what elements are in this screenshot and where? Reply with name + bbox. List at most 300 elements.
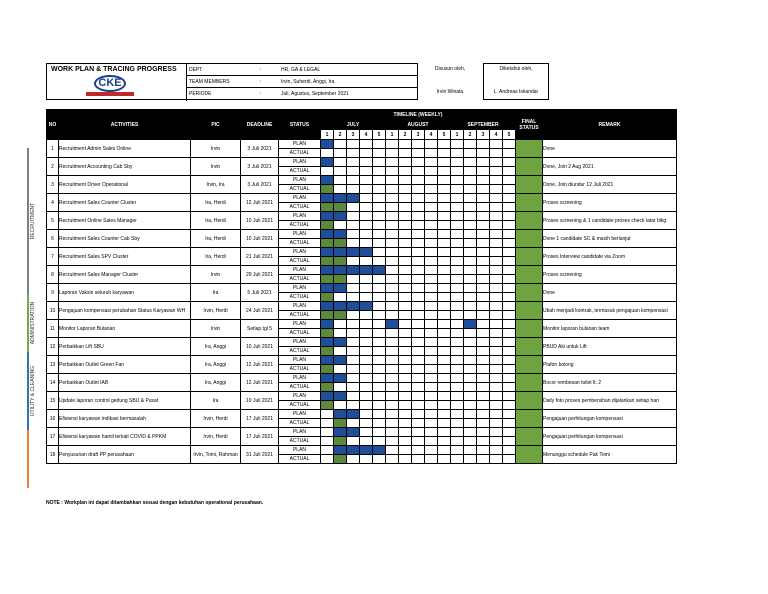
plan-week-cell [503,302,516,311]
actual-week-cell [347,239,360,248]
plan-week-cell [477,356,490,365]
actual-week-cell [321,203,334,212]
actual-week-cell [451,329,464,338]
plan-week-cell [386,248,399,257]
plan-week-cell [503,176,516,185]
plan-week-cell [360,410,373,419]
prepared-name: Irvin Winata [436,89,464,95]
actual-week-cell [412,185,425,194]
pic-cell: Ira, Anggi [191,338,241,356]
plan-week-cell [360,302,373,311]
activity-cell: Recruitment Sales Counter Cluster [59,194,191,212]
plan-week-cell [438,248,451,257]
actual-week-cell [451,455,464,464]
actual-week-cell [373,293,386,302]
actual-week-cell [503,365,516,374]
row-no: 4 [47,194,59,212]
actual-week-cell [412,347,425,356]
plan-week-cell [347,446,360,455]
plan-week-cell [490,248,503,257]
plan-week-cell [347,158,360,167]
status-plan: PLAN [279,284,321,293]
plan-week-cell [321,446,334,455]
plan-week-cell [347,176,360,185]
plan-week-cell [438,194,451,203]
actual-week-cell [477,365,490,374]
plan-week-cell [347,356,360,365]
actual-week-cell [464,419,477,428]
plan-week-cell [438,212,451,221]
week-9: 4 [425,130,438,140]
status-plan: PLAN [279,410,321,419]
actual-week-cell [386,293,399,302]
row-no: 8 [47,266,59,284]
actual-week-cell [347,203,360,212]
plan-week-cell [360,266,373,275]
actual-week-cell [360,311,373,320]
actual-week-cell [438,365,451,374]
plan-week-cell [425,320,438,329]
actual-week-cell [490,167,503,176]
plan-week-cell [373,320,386,329]
remark-cell: Done, Join diundur 12 Juli 2021 [543,176,677,194]
status-actual: ACTUAL [279,437,321,446]
plan-week-cell [464,194,477,203]
actual-week-cell [347,419,360,428]
deadline-cell: 10 Juli 2021 [241,230,279,248]
actual-week-cell [347,275,360,284]
pic-cell: Irvin [191,140,241,158]
table-row [47,374,677,383]
plan-week-cell [347,374,360,383]
plan-week-cell [438,140,451,149]
status-actual: ACTUAL [279,275,321,284]
actual-week-cell [360,437,373,446]
actual-week-cell [412,329,425,338]
actual-week-cell [503,275,516,284]
status-plan: PLAN [279,446,321,455]
actual-week-cell [347,149,360,158]
actual-week-cell [451,419,464,428]
actual-week-cell [334,329,347,338]
activity-cell: Recruitment Online Sales Manager [59,212,191,230]
remark-cell: Monitor laporan bulanan team [543,320,677,338]
row-no: 15 [47,392,59,410]
month-july: JULY [321,120,386,130]
actual-week-cell [386,455,399,464]
status-plan: PLAN [279,302,321,311]
actual-week-cell [386,383,399,392]
status-actual: ACTUAL [279,293,321,302]
actual-week-cell [425,239,438,248]
actual-week-cell [412,455,425,464]
actual-week-cell [360,167,373,176]
actual-week-cell [321,455,334,464]
table-row [47,302,677,311]
actual-week-cell [334,257,347,266]
final-status-cell [516,392,543,410]
plan-week-cell [321,248,334,257]
plan-week-cell [438,230,451,239]
plan-week-cell [386,176,399,185]
row-no: 9 [47,284,59,302]
activity-cell: Recruitment Driver Operational [59,176,191,194]
actual-week-cell [477,383,490,392]
pic-cell: Irvin [191,158,241,176]
actual-week-cell [399,149,412,158]
pic-cell: Irvin [191,266,241,284]
plan-week-cell [425,410,438,419]
plan-week-cell [386,428,399,437]
actual-week-cell [464,149,477,158]
actual-week-cell [373,347,386,356]
prepared-label: Disusun oleh, [434,66,466,72]
actual-week-cell [503,221,516,230]
pic-cell: Ira [191,284,241,302]
week-6: 1 [386,130,399,140]
pic-cell: Irvin, Herdi [191,302,241,320]
activity-cell: Recruitment Accounting Cab Sby [59,158,191,176]
plan-week-cell [360,248,373,257]
actual-week-cell [386,149,399,158]
status-plan: PLAN [279,248,321,257]
plan-week-cell [321,392,334,401]
actual-week-cell [464,365,477,374]
actual-week-cell [334,167,347,176]
col-no: NO [47,110,59,140]
plan-week-cell [425,212,438,221]
actual-week-cell [438,347,451,356]
remark-cell: Done 1 candidate SC & masih berlanjut [543,230,677,248]
remark-cell: Daily foto proses pembersihan dijalankan setiap hari [543,392,677,410]
dept-sep: : [260,67,262,73]
plan-week-cell [399,320,412,329]
month-august: AUGUST [386,120,451,130]
plan-week-cell [360,194,373,203]
plan-week-cell [360,446,373,455]
plan-week-cell [373,392,386,401]
status-actual: ACTUAL [279,149,321,158]
remark-cell: Proses Interview candidate via Zoom [543,248,677,266]
actual-week-cell [321,401,334,410]
plan-week-cell [347,284,360,293]
plan-week-cell [373,284,386,293]
section-hr [27,430,39,488]
plan-week-cell [399,212,412,221]
row-no: 12 [47,338,59,356]
actual-week-cell [438,221,451,230]
final-status-cell [516,212,543,230]
actual-week-cell [490,437,503,446]
plan-week-cell [321,410,334,419]
known-name: L. Andreas Iskandar [493,89,539,95]
actual-week-cell [347,347,360,356]
plan-week-cell [373,356,386,365]
status-actual: ACTUAL [279,185,321,194]
plan-week-cell [425,374,438,383]
plan-week-cell [464,158,477,167]
row-no: 16 [47,410,59,428]
plan-week-cell [412,338,425,347]
actual-week-cell [451,221,464,230]
actual-week-cell [503,167,516,176]
week-2: 2 [334,130,347,140]
actual-week-cell [347,437,360,446]
plan-week-cell [503,230,516,239]
team-value: Irvin, Suherdi, Anggi, Ira [281,79,335,85]
plan-week-cell [412,248,425,257]
plan-week-cell [347,392,360,401]
actual-week-cell [438,329,451,338]
section-label: RECRUITMENT [30,202,37,240]
plan-week-cell [399,428,412,437]
actual-week-cell [386,239,399,248]
table-row [47,410,677,419]
plan-week-cell [477,248,490,257]
actual-week-cell [399,419,412,428]
status-actual: ACTUAL [279,365,321,374]
actual-week-cell [438,419,451,428]
actual-week-cell [425,293,438,302]
actual-week-cell [464,221,477,230]
deadline-cell: Setiap tgl 5 [241,320,279,338]
remark-cell: Done [543,284,677,302]
plan-week-cell [386,158,399,167]
plan-week-cell [347,428,360,437]
actual-week-cell [412,365,425,374]
plan-week-cell [360,320,373,329]
actual-week-cell [386,311,399,320]
actual-week-cell [438,257,451,266]
final-status-cell [516,302,543,320]
plan-week-cell [334,212,347,221]
plan-week-cell [347,212,360,221]
plan-week-cell [399,230,412,239]
plan-week-cell [464,176,477,185]
actual-week-cell [360,347,373,356]
col-pic: PIC [191,110,241,140]
actual-week-cell [503,239,516,248]
actual-week-cell [451,293,464,302]
actual-week-cell [347,311,360,320]
plan-week-cell [503,356,516,365]
actual-week-cell [412,293,425,302]
actual-week-cell [425,455,438,464]
plan-week-cell [373,248,386,257]
plan-week-cell [373,302,386,311]
plan-week-cell [321,302,334,311]
deadline-cell: 3 Juli 2021 [241,176,279,194]
plan-week-cell [425,446,438,455]
actual-week-cell [464,347,477,356]
actual-week-cell [321,257,334,266]
actual-week-cell [425,419,438,428]
deadline-cell: 24 Juli 2021 [241,302,279,320]
actual-week-cell [490,149,503,158]
row-no: 3 [47,176,59,194]
final-status-cell [516,374,543,392]
actual-week-cell [451,203,464,212]
plan-week-cell [425,284,438,293]
final-status-cell [516,140,543,158]
actual-week-cell [321,239,334,248]
plan-week-cell [347,338,360,347]
plan-week-cell [412,374,425,383]
actual-week-cell [464,275,477,284]
plan-week-cell [347,194,360,203]
status-plan: PLAN [279,266,321,275]
plan-week-cell [464,392,477,401]
actual-week-cell [412,275,425,284]
actual-week-cell [477,455,490,464]
actual-week-cell [451,311,464,320]
final-status-cell [516,428,543,446]
activity-cell: Update laporan control gedung SBU & Pusat [59,392,191,410]
table-row [47,212,677,221]
plan-week-cell [503,248,516,257]
actual-week-cell [373,149,386,158]
actual-week-cell [347,221,360,230]
table-row [47,446,677,455]
pic-cell: Irvin, Ira [191,176,241,194]
actual-week-cell [373,437,386,446]
plan-week-cell [347,140,360,149]
final-status-cell [516,266,543,284]
actual-week-cell [373,419,386,428]
deadline-cell: 3 Juli 2021 [241,158,279,176]
plan-week-cell [477,230,490,239]
final-status-cell [516,410,543,428]
actual-week-cell [321,383,334,392]
plan-week-cell [373,374,386,383]
plan-week-cell [373,446,386,455]
plan-week-cell [451,230,464,239]
actual-week-cell [386,275,399,284]
pic-cell: Irvin, Herdi [191,428,241,446]
actual-week-cell [464,455,477,464]
plan-week-cell [360,230,373,239]
plan-week-cell [399,338,412,347]
actual-week-cell [425,437,438,446]
actual-week-cell [373,455,386,464]
actual-week-cell [477,437,490,446]
actual-week-cell [477,149,490,158]
deadline-cell: 17 Juli 2021 [241,428,279,446]
actual-week-cell [438,239,451,248]
actual-week-cell [386,419,399,428]
actual-week-cell [399,257,412,266]
status-actual: ACTUAL [279,311,321,320]
plan-week-cell [399,176,412,185]
pic-cell: Irvin, Tomi, Rahman [191,446,241,464]
remark-cell: PBUD Aki untuk Lift [543,338,677,356]
activity-cell: Recruitment Sales Counter Cab Sby [59,230,191,248]
plan-week-cell [438,446,451,455]
actual-week-cell [438,383,451,392]
deadline-cell: 10 Juli 2021 [241,212,279,230]
plan-week-cell [386,392,399,401]
plan-week-cell [464,230,477,239]
actual-week-cell [477,167,490,176]
plan-week-cell [386,338,399,347]
status-plan: PLAN [279,320,321,329]
work-plan-table [46,109,677,464]
plan-week-cell [490,428,503,437]
actual-week-cell [490,311,503,320]
actual-week-cell [321,437,334,446]
plan-week-cell [321,266,334,275]
plan-week-cell [503,158,516,167]
actual-week-cell [347,167,360,176]
pic-cell: Ira, Herdi [191,248,241,266]
plan-week-cell [464,410,477,419]
row-no: 18 [47,446,59,464]
actual-week-cell [490,365,503,374]
actual-week-cell [334,203,347,212]
plan-week-cell [451,392,464,401]
plan-week-cell [451,248,464,257]
actual-week-cell [373,311,386,320]
plan-week-cell [490,392,503,401]
actual-week-cell [399,401,412,410]
actual-week-cell [360,203,373,212]
plan-week-cell [321,230,334,239]
actual-week-cell [386,347,399,356]
plan-week-cell [373,212,386,221]
plan-week-cell [386,356,399,365]
plan-week-cell [451,194,464,203]
activity-cell: Recruitment Sales Manager Cluster [59,266,191,284]
deadline-cell: 29 Juli 2021 [241,266,279,284]
status-actual: ACTUAL [279,257,321,266]
week-7: 2 [399,130,412,140]
plan-week-cell [438,428,451,437]
plan-week-cell [477,428,490,437]
actual-week-cell [490,419,503,428]
table-row [47,158,677,167]
week-12: 2 [464,130,477,140]
actual-week-cell [464,329,477,338]
actual-week-cell [464,311,477,320]
plan-week-cell [360,140,373,149]
remark-cell: Proses screening [543,266,677,284]
plan-week-cell [334,266,347,275]
actual-week-cell [490,185,503,194]
plan-week-cell [477,158,490,167]
plan-week-cell [347,302,360,311]
actual-week-cell [490,221,503,230]
actual-week-cell [412,221,425,230]
plan-week-cell [425,266,438,275]
actual-week-cell [360,383,373,392]
plan-week-cell [399,302,412,311]
footer-note: NOTE : Workplan ini dapat ditambahkan sesuai dengan kebutuhan operational perusahaan. [46,500,264,506]
actual-week-cell [490,347,503,356]
actual-week-cell [503,347,516,356]
row-no: 17 [47,428,59,446]
plan-week-cell [334,230,347,239]
pic-cell: Ira, Anggi [191,356,241,374]
plan-week-cell [425,338,438,347]
dept-label: DEPT [189,67,203,73]
plan-week-cell [386,212,399,221]
actual-week-cell [334,455,347,464]
actual-week-cell [438,455,451,464]
actual-week-cell [451,167,464,176]
plan-week-cell [425,194,438,203]
week-11: 1 [451,130,464,140]
status-actual: ACTUAL [279,419,321,428]
